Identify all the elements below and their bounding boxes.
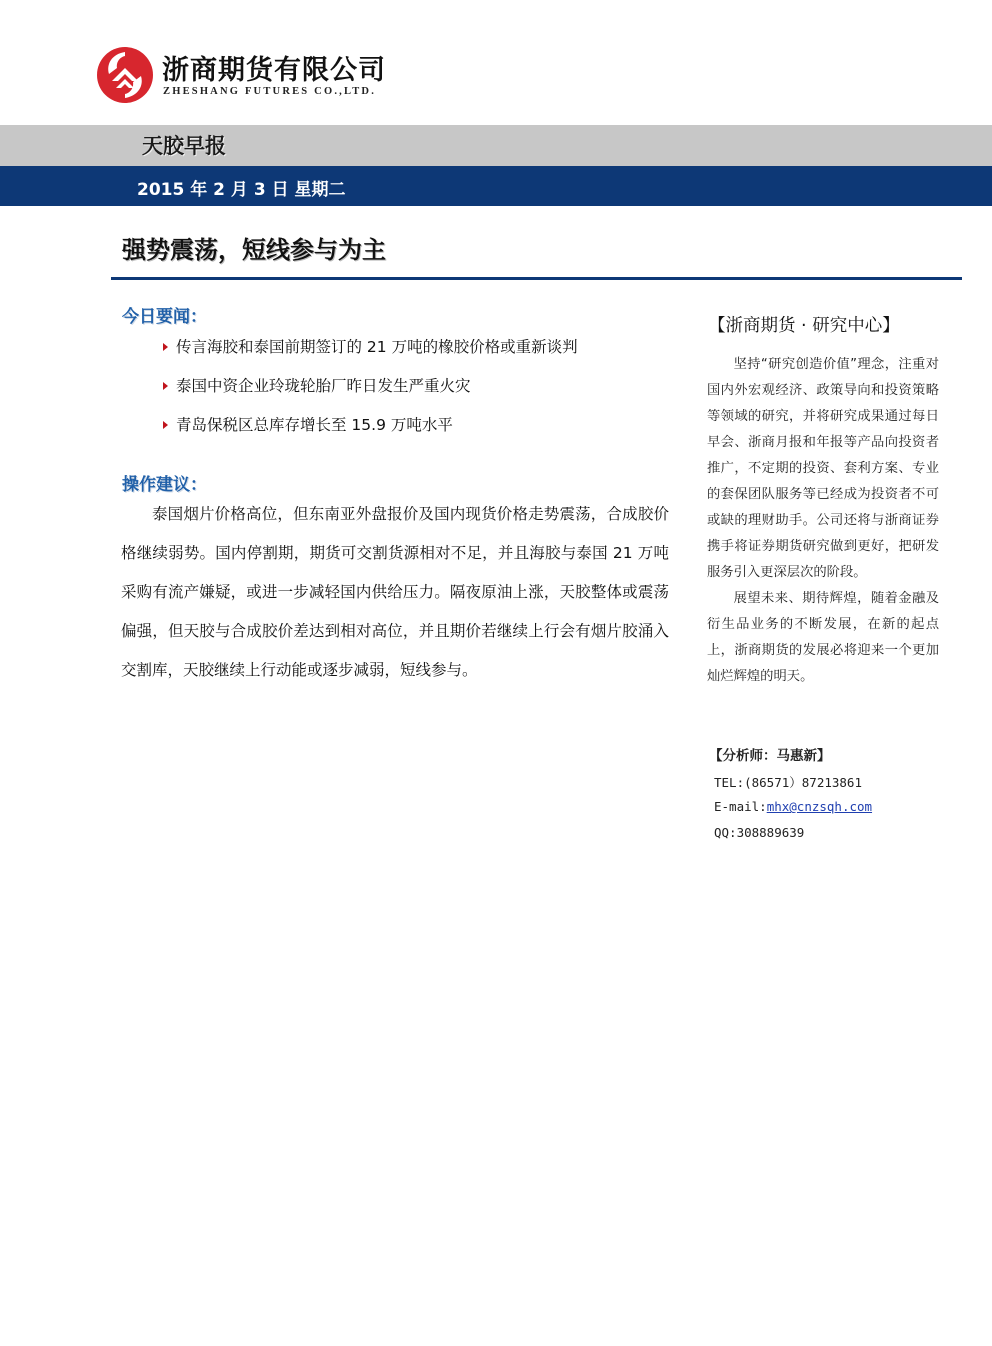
tel-label: TEL: — [714, 775, 745, 790]
qq-value: 308889639 — [736, 825, 805, 840]
report-title: 天胶早报 — [142, 134, 226, 158]
news-item-text: 泰国中资企业玲珑轮胎厂昨日发生严重火灾 — [176, 377, 471, 395]
red-arrow-bullet-icon — [163, 382, 168, 390]
news-heading: 今日要闻： — [122, 307, 207, 327]
research-center-title: 【浙商期货 · 研究中心】 — [708, 316, 900, 336]
qq-label: QQ: — [714, 825, 737, 840]
sidebar-paragraph: 坚持“研究创造价值”理念，注重对国内外宏观经济、政策导向和投资策略等领域的研究，并将研究成果通过每日早会、浙商月报和年报等产品向投资者推广，不定期的投资、套利方案、专业的套保团队服务等已经成为投资者不可或缺的理财助手。公司还将与浙商证券携手将证券期货研究做到更好，把研发服务引入更深层次的阶段。 — [707, 357, 939, 580]
news-item — [163, 374, 471, 396]
email-label: E-mail: — [714, 799, 767, 814]
article-headline: 强势震荡，短线参与为主 — [122, 236, 386, 264]
research-center-description — [707, 352, 939, 690]
zheshang-logo-icon — [96, 46, 154, 104]
news-item-text: 青岛保税区总库存增长至 15.9 万吨水平 — [176, 416, 453, 434]
headline-divider — [111, 277, 962, 280]
news-item-text: 传言海胶和泰国前期签订的 21 万吨的橡胶价格或重新谈判 — [176, 338, 578, 356]
news-item — [163, 335, 578, 357]
analyst-title: 【分析师：马惠新】 — [709, 748, 831, 764]
advice-paragraph: 泰国烟片价格高位，但东南亚外盘报价及国内现货价格走势震荡，合成胶价格继续弱势。国内停割期，期货可交割货源相对不足，并且海胶与泰国 21 万吨采购有流产嫌疑，或进一步减轻国内供给压力。隔夜原油上涨，天胶整体或震荡偏强，但天胶与合成胶价差达到相对高位，并且期价若继续上行会有烟片胶涌入交割库，天胶继续上行动能或逐步减弱，短线参与。 — [121, 505, 669, 679]
news-item — [163, 413, 453, 435]
advice-heading: 操作建议： — [122, 475, 207, 495]
red-arrow-bullet-icon — [163, 421, 168, 429]
email-link[interactable]: mhx@cnzsqh.com — [766, 799, 873, 814]
sidebar-paragraph: 展望未来、期待辉煌，随着金融及衍生品业务的不断发展，在新的起点上，浙商期货的发展必将迎来一个更加灿烂辉煌的明天。 — [707, 591, 939, 684]
company-name-cn: 浙商期货有限公司 — [162, 55, 386, 86]
company-name-en: ZHESHANG FUTURES CO.,LTD. — [163, 86, 377, 97]
analyst-tel — [714, 773, 862, 791]
analyst-email — [714, 799, 872, 814]
analyst-qq — [714, 825, 804, 840]
red-arrow-bullet-icon — [163, 343, 168, 351]
report-date: 2015 年 2 月 3 日 星期二 — [137, 180, 346, 200]
tel-value: (86571）87213861 — [744, 775, 862, 790]
